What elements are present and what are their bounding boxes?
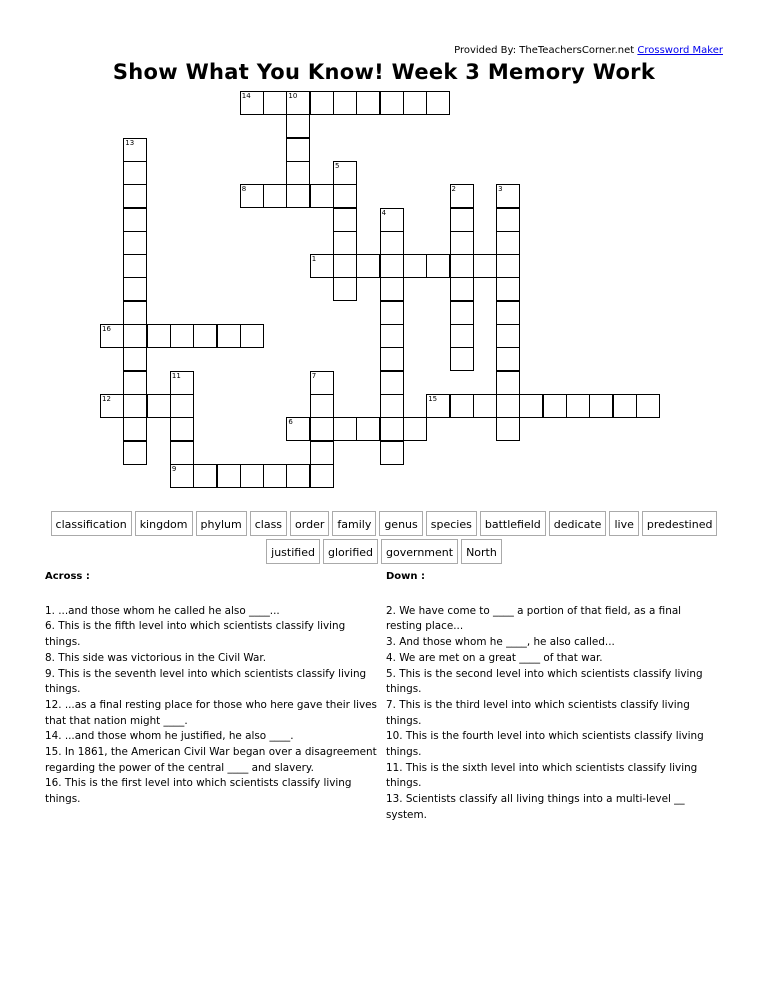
grid-cell[interactable] <box>170 441 194 465</box>
grid-cell[interactable] <box>356 91 380 115</box>
across-clues <box>45 569 382 808</box>
grid-cell[interactable] <box>123 208 147 232</box>
down-clue: 7. This is the third level into which scientists classify living things. <box>386 698 690 727</box>
grid-cell[interactable] <box>450 277 474 301</box>
grid-cell[interactable] <box>450 301 474 325</box>
word-bank-item: North <box>461 539 502 564</box>
down-clue: 4. We are met on a great ____ of that war. <box>386 651 603 664</box>
grid-cell[interactable] <box>496 324 520 348</box>
word-bank-item: genus <box>379 511 422 536</box>
grid-cell[interactable] <box>286 184 310 208</box>
grid-cell[interactable] <box>263 184 287 208</box>
word-bank-item: classification <box>51 511 132 536</box>
word-bank-item: phylum <box>196 511 247 536</box>
grid-cell[interactable] <box>450 254 474 278</box>
clue-number: 2 <box>451 185 456 194</box>
grid-cell[interactable] <box>310 464 334 488</box>
word-bank-item: family <box>332 511 376 536</box>
down-clue: 5. This is the second level into which scientists classify living things. <box>386 667 703 696</box>
grid-cell[interactable] <box>380 347 404 371</box>
grid-cell[interactable] <box>240 91 264 115</box>
grid-cell[interactable] <box>123 324 147 348</box>
grid-cell[interactable] <box>380 254 404 278</box>
crossword-maker-link[interactable]: Crossword Maker <box>637 45 723 56</box>
grid-cell[interactable] <box>403 254 427 278</box>
across-clue: 12. ...as a final resting place for those who here gave their lives that that nation might ____. <box>45 698 377 727</box>
across-clue: 1. ...and those whom he called he also ____... <box>45 604 280 617</box>
word-bank-item: class <box>250 511 287 536</box>
across-clue: 14. ...and those whom he justified, he also ____. <box>45 730 294 743</box>
grid-cell[interactable] <box>450 394 474 418</box>
grid-cell[interactable] <box>286 138 310 162</box>
grid-cell[interactable] <box>286 464 310 488</box>
grid-cell[interactable] <box>333 91 357 115</box>
grid-cell[interactable] <box>286 417 310 441</box>
word-bank-item: government <box>381 539 458 564</box>
grid-cell[interactable] <box>426 91 450 115</box>
grid-cell[interactable] <box>123 161 147 185</box>
clue-number: 11 <box>171 371 181 380</box>
grid-cell[interactable] <box>123 417 147 441</box>
grid-cell[interactable] <box>380 301 404 325</box>
down-clue: 11. This is the sixth level into which scientists classify living things. <box>386 761 698 790</box>
grid-cell[interactable] <box>333 417 357 441</box>
grid-cell[interactable] <box>123 394 147 418</box>
grid-cell[interactable] <box>123 184 147 208</box>
grid-cell[interactable] <box>496 254 520 278</box>
grid-cell[interactable] <box>450 347 474 371</box>
grid-cell[interactable] <box>380 441 404 465</box>
word-bank <box>0 511 768 567</box>
grid-cell[interactable] <box>496 417 520 441</box>
word-bank-item: dedicate <box>549 511 607 536</box>
grid-cell[interactable] <box>473 254 497 278</box>
grid-cell[interactable] <box>496 371 520 395</box>
grid-cell[interactable] <box>240 464 264 488</box>
grid-cell[interactable] <box>496 208 520 232</box>
grid-cell[interactable] <box>566 394 590 418</box>
grid-cell[interactable] <box>380 417 404 441</box>
grid-cell[interactable] <box>333 231 357 255</box>
grid-cell[interactable] <box>147 394 171 418</box>
word-bank-item: kingdom <box>135 511 193 536</box>
grid-cell[interactable] <box>589 394 613 418</box>
across-heading: Across : <box>45 571 90 582</box>
grid-cell[interactable] <box>286 91 310 115</box>
clue-number: 7 <box>311 371 317 380</box>
word-bank-item: order <box>290 511 329 536</box>
grid-cell[interactable] <box>170 394 194 418</box>
grid-cell[interactable] <box>123 277 147 301</box>
down-clue: 2. We have come to ____ a portion of that field, as a final resting place... <box>386 604 682 633</box>
grid-cell[interactable] <box>380 394 404 418</box>
grid-cell[interactable] <box>450 324 474 348</box>
word-bank-row <box>0 511 768 536</box>
grid-cell[interactable] <box>240 184 264 208</box>
word-bank-item: glorified <box>323 539 378 564</box>
credit-prefix: Provided By: TheTeachersCorner.net <box>454 45 635 56</box>
across-clue: 8. This side was victorious in the Civil War. <box>45 651 267 664</box>
grid-cell[interactable] <box>310 394 334 418</box>
grid-cell[interactable] <box>333 254 357 278</box>
grid-cell[interactable] <box>263 91 287 115</box>
word-bank-item: live <box>609 511 638 536</box>
grid-cell[interactable] <box>450 208 474 232</box>
grid-cell[interactable] <box>403 91 427 115</box>
grid-cell[interactable] <box>123 301 147 325</box>
grid-cell[interactable] <box>100 324 124 348</box>
grid-cell[interactable] <box>286 114 310 138</box>
word-bank-item: battlefield <box>480 511 546 536</box>
clue-number: 13 <box>125 138 135 147</box>
grid-cell[interactable] <box>193 464 217 488</box>
grid-cell[interactable] <box>380 277 404 301</box>
grid-cell[interactable] <box>450 184 474 208</box>
down-heading: Down : <box>386 571 426 582</box>
grid-cell[interactable] <box>450 231 474 255</box>
grid-cell[interactable] <box>123 138 147 162</box>
grid-cell[interactable] <box>310 371 334 395</box>
word-bank-item: justified <box>266 539 320 564</box>
grid-cell[interactable] <box>496 231 520 255</box>
grid-cell[interactable] <box>496 394 520 418</box>
grid-cell[interactable] <box>123 347 147 371</box>
clue-number: 9 <box>171 464 177 473</box>
word-bank-item: predestined <box>642 511 718 536</box>
grid-cell[interactable] <box>496 184 520 208</box>
grid-cell[interactable] <box>380 324 404 348</box>
grid-cell[interactable] <box>170 324 194 348</box>
down-clue-list <box>386 604 718 824</box>
grid-cell[interactable] <box>193 324 217 348</box>
grid-cell[interactable] <box>170 464 194 488</box>
across-clue: 15. In 1861, the American Civil War began over a disagreement regarding the power of the central ____ and slavery. <box>45 746 377 774</box>
grid-cell[interactable] <box>613 394 637 418</box>
down-clue: 13. Scientists classify all living things into a multi-level __ system. <box>386 793 685 821</box>
clue-number: 10 <box>288 92 298 100</box>
grid-cell[interactable] <box>426 394 450 418</box>
clue-number: 1 <box>311 255 317 264</box>
grid-cell[interactable] <box>496 301 520 325</box>
grid-cell[interactable] <box>403 417 427 441</box>
grid-cell[interactable] <box>100 394 124 418</box>
down-clue: 3. And those whom he ____, he also called... <box>386 636 615 649</box>
grid-cell[interactable] <box>217 324 241 348</box>
grid-cell[interactable] <box>123 254 147 278</box>
clue-number: 16 <box>102 325 111 333</box>
grid-cell[interactable] <box>380 208 404 232</box>
across-clue: 16. This is the first level into which scientists classify living things. <box>45 777 352 806</box>
grid-cell[interactable] <box>310 91 334 115</box>
clue-number: 15 <box>428 394 438 403</box>
grid-cell[interactable] <box>333 184 357 208</box>
grid-cell[interactable] <box>123 441 147 465</box>
across-clue: 6. This is the fifth level into which scientists classify living things. <box>45 620 346 649</box>
grid-cell[interactable] <box>263 464 287 488</box>
grid-cell[interactable] <box>380 371 404 395</box>
grid-cell[interactable] <box>240 324 264 348</box>
grid-cell[interactable] <box>356 254 380 278</box>
word-bank-item: species <box>426 511 477 536</box>
grid-cell[interactable] <box>310 184 334 208</box>
grid-cell[interactable] <box>170 417 194 441</box>
grid-cell[interactable] <box>473 394 497 418</box>
grid-cell[interactable] <box>333 161 357 185</box>
clue-number: 14 <box>241 92 251 100</box>
grid-cell[interactable] <box>356 417 380 441</box>
grid-cell[interactable] <box>519 394 543 418</box>
grid-cell[interactable] <box>333 208 357 232</box>
grid-cell[interactable] <box>496 277 520 301</box>
grid-cell[interactable] <box>123 371 147 395</box>
clue-number: 8 <box>241 185 247 194</box>
grid-cell[interactable] <box>147 324 171 348</box>
grid-cell[interactable] <box>496 347 520 371</box>
grid-cell[interactable] <box>123 231 147 255</box>
across-clue-list <box>45 604 382 808</box>
grid-cell[interactable] <box>333 277 357 301</box>
page-title: Show What You Know! Week 3 Memory Work <box>112 60 656 84</box>
word-bank-row <box>0 539 768 564</box>
down-clues <box>386 569 718 824</box>
clue-number: 12 <box>102 394 111 403</box>
across-clue: 9. This is the seventh level into which scientists classify living things. <box>45 667 367 696</box>
grid-cell[interactable] <box>286 161 310 185</box>
grid-cell[interactable] <box>170 371 194 395</box>
grid-cell[interactable] <box>310 254 334 278</box>
grid-cell[interactable] <box>380 91 404 115</box>
grid-cell[interactable] <box>636 394 660 418</box>
grid-cell[interactable] <box>380 231 404 255</box>
clue-number: 5 <box>335 161 340 170</box>
grid-cell[interactable] <box>217 464 241 488</box>
clue-number: 4 <box>381 208 387 217</box>
grid-cell[interactable] <box>310 417 334 441</box>
clue-number: 6 <box>288 418 293 427</box>
down-clue: 10. This is the fourth level into which scientists classify living things. <box>386 730 704 759</box>
clue-number: 3 <box>498 185 503 194</box>
grid-cell[interactable] <box>426 254 450 278</box>
grid-cell[interactable] <box>543 394 567 418</box>
grid-cell[interactable] <box>310 441 334 465</box>
